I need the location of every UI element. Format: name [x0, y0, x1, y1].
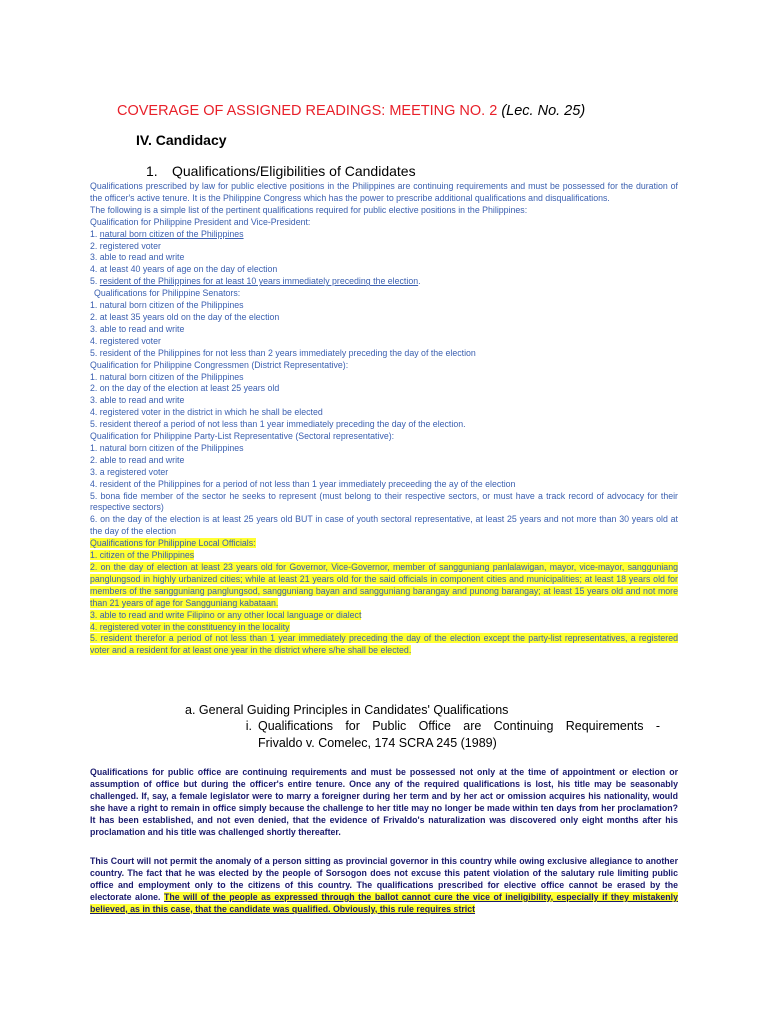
subsection-text: Qualifications/Eligibilities of Candidates — [172, 163, 416, 179]
list-item: 5. resident of the Philippines for not less than 2 years immediately preceding the day of the election — [90, 347, 476, 358]
lecture-number: (Lec. No. 25) — [501, 103, 586, 119]
link[interactable]: natural born citizen of the Philippines — [99, 228, 244, 239]
list-item: 3. a registered voter — [90, 466, 169, 477]
list-item: 4. registered voter in the constituency in the locality — [90, 621, 290, 632]
list-item: 1. natural born citizen of the Philippines — [90, 371, 244, 382]
list-item: 1. natural born citizen of the Philippines — [90, 228, 244, 239]
list-item: 2. at least 35 years old on the day of the election — [90, 311, 280, 322]
list-item: 1. natural born citizen of the Philippines — [90, 442, 244, 453]
case-excerpt — [90, 767, 678, 838]
principle-citation: Frivaldo v. Comelec, 174 SCRA 245 (1989) — [258, 736, 497, 750]
list-item: 3. able to read and write — [90, 252, 185, 263]
list-item: 2. on the day of the election at least 25 years old — [90, 383, 280, 394]
principles-heading: a. General Guiding Principles in Candidates' Qualifications — [185, 703, 509, 717]
principle-number: i. — [245, 719, 252, 733]
list-item: 5. bona fide member of the sector he seeks to represent (must belong to their respective sectors, or must have a track record of advocacy for their respective sectors) — [90, 490, 678, 513]
header-title: COVERAGE OF ASSIGNED READINGS: MEETING NO. 2 — [117, 103, 498, 119]
list-item: 5. resident of the Philippines for at least 10 years immediately preceding the election. — [90, 276, 421, 287]
case-paragraph: This Court will not permit the anomaly of a person sitting as provincial governor in this country while owing exclusive allegiance to another country. The fact that he was elected by the people of Sorsogon does not excuse this patent violation of the salutary rule limiting public office and employment only to the citizens of this country. The qualifications prescribed for elective office cannot be erased by the electorate alone. The will of the people as expressed through the ballot cannot cure the vice of ineligibility, especially if they mistakenly believed, as in this case, that the candidate was qualified. Obviously, this rule requires strict — [90, 856, 678, 914]
list-item: 5. resident thereof a period of not less than 1 year immediately preceding the day of the election. — [90, 419, 466, 430]
intro-paragraph: The following is a simple list of the pertinent qualifications required for public elective positions in the Philippines: — [90, 204, 528, 215]
list-item: 4. resident of the Philippines for a period of not less than 1 year immediately preceeding the ay of the election — [90, 478, 516, 489]
list-item: 3. able to read and write — [90, 395, 185, 406]
list-item: 4. at least 40 years of age on the day of election — [90, 264, 278, 275]
principle-item — [230, 718, 660, 752]
list-item: 3. able to read and write Filipino or any other local language or dialect — [90, 609, 362, 620]
list-heading-senators: Qualifications for Philippine Senators: — [94, 288, 241, 299]
list-item: 3. able to read and write — [90, 323, 185, 334]
list-item: 4. registered voter — [90, 335, 161, 346]
subsection-number: 1. — [146, 163, 158, 179]
list-item: 2. on the day of election at least 23 years old for Governor, Vice-Governor, member of sangguniang panlalawigan, mayor, vice-mayor, sangguniang panglungsod in highly urbanized cities; while at least 21 years old for the said officials in component cities and municipalities; at least 18 years old for members of the sangguniang panglungsod, sangguniang bayan and sangguniang barangay and punong barangay; at least 15 years old and not more than 21 years of age for Sangguniang kabataan. — [90, 562, 678, 608]
list-item: 6. on the day of the election is at least 25 years old BUT in case of youth sectoral representative, at least 25 years and not more than 30 years old at the day of the election — [90, 514, 678, 537]
list-item: 1. citizen of the Philippines — [90, 550, 195, 561]
list-item: 1. natural born citizen of the Philippines — [90, 300, 244, 311]
highlighted-text: The will of the people as expressed through the ballot cannot cure the vice of ineligibility, especially if they mistakenly believed, as in this case, that the candidate was qualified. Obviously, this rule requires strict — [90, 891, 678, 914]
document-header — [117, 103, 585, 119]
case-paragraph: Qualifications for public office are continuing requirements and must be possessed not only at the time of appointment or election or assumption of office but during the officer's entire tenure. Once any of the required qualifications is lost, his title may be seasonably challenged. If, say, a female legislator were to marry a foreigner during her term and by her act or omission acquires his nationality, would she have a right to remain in office simply because the challenge to her title may no longer be made within ten days from her proclamation? It has been established, and not even denied, that the evidence of Frivaldo's naturalization was discovered only eight months after his proclamation and his title was challenged shortly thereafter. — [90, 767, 678, 837]
list-heading-local: Qualifications for Philippine Local Officials: — [90, 538, 256, 549]
list-item: 2. registered voter — [90, 240, 161, 251]
list-item: 2. able to read and write — [90, 454, 185, 465]
section-title: IV. Candidacy — [136, 132, 227, 148]
list-heading-partylist: Qualification for Philippine Party-List Representative (Sectoral representative): — [90, 431, 395, 442]
list-heading-congressmen: Qualification for Philippine Congressmen (District Representative): — [90, 359, 349, 370]
list-item: 4. registered voter in the district in which he shall be elected — [90, 407, 323, 418]
qualifications-block — [90, 181, 678, 657]
list-heading-president: Qualification for Philippine President and Vice-President: — [90, 216, 311, 227]
link[interactable]: resident of the Philippines for at least 10 years immediately preceding the election — [99, 276, 419, 287]
intro-paragraph: Qualifications prescribed by law for public elective positions in the Philippines are continuing requirements and must be possessed for the duration of the officer's active tenure. It is the Philippine Congress which has the power to prescribe additional qualifications and disqualifications. — [90, 181, 678, 203]
case-excerpt — [90, 856, 678, 916]
subsection-title — [146, 163, 416, 179]
principle-text: Qualifications for Public Office are Continuing Requirements - — [258, 719, 660, 733]
list-item: 5. resident therefor a period of not less than 1 year immediately preceding the day of the election except the party-list representatives, a registered voter and a resident for at least one year in the district where s/he shall be elected. — [90, 633, 678, 656]
